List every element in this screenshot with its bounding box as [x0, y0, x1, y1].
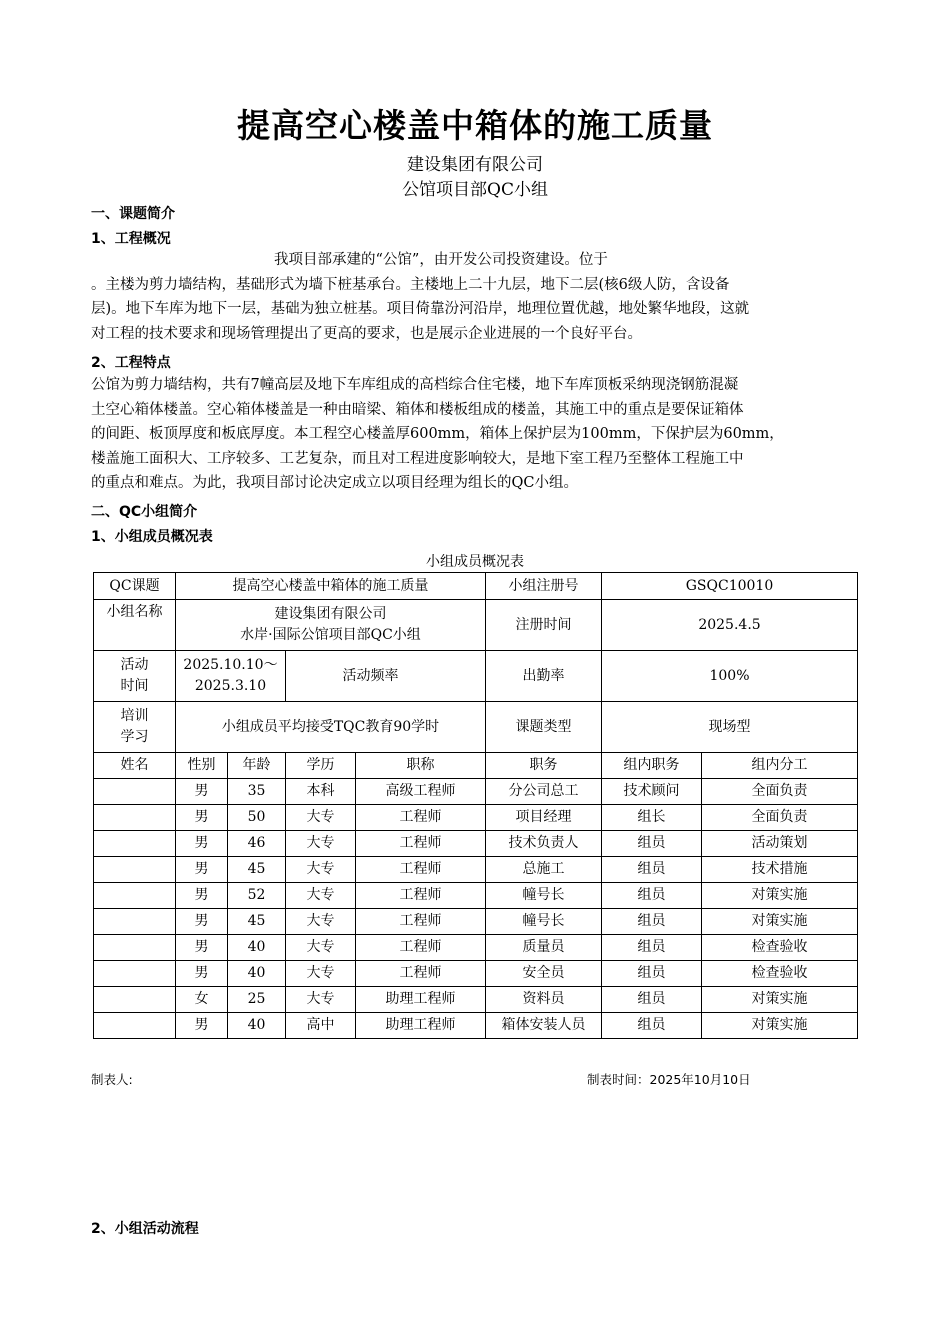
member-group-role: 组员: [602, 857, 702, 883]
member-title: 工程师: [356, 857, 486, 883]
company-name: 建设集团有限公司: [407, 155, 543, 175]
member-name: [94, 987, 176, 1013]
maker-label: 制表人:: [91, 1072, 133, 1087]
member-group-duty: 全面负责: [702, 805, 858, 831]
member-title: 工程师: [356, 831, 486, 857]
topic-type-value: 现场型: [602, 702, 858, 753]
table-row: [94, 987, 858, 1013]
reg-time-label: 注册时间: [486, 600, 602, 651]
overview-line: 我项目部承建的“公馆”，由开发公司投资建设。位于: [274, 252, 608, 268]
col-header: 组内职务: [602, 753, 702, 779]
section-heading-qc: 二、QC小组简介: [91, 504, 198, 520]
member-position: 分公司总工: [486, 779, 602, 805]
member-title: 工程师: [356, 935, 486, 961]
member-name: [94, 857, 176, 883]
member-position: 幢号长: [486, 909, 602, 935]
member-name: [94, 909, 176, 935]
member-position: 总施工: [486, 857, 602, 883]
member-name: [94, 961, 176, 987]
member-rows: [94, 779, 858, 1039]
member-position: 幢号长: [486, 883, 602, 909]
member-group-duty: 检查验收: [702, 961, 858, 987]
col-header: 性别: [176, 753, 228, 779]
topic-type-label: 课题类型: [486, 702, 602, 753]
table-row: [94, 909, 858, 935]
member-education: 大专: [286, 831, 356, 857]
member-age: 40: [228, 1013, 286, 1039]
member-position: 资料员: [486, 987, 602, 1013]
member-group-duty: 全面负责: [702, 779, 858, 805]
member-position: 项目经理: [486, 805, 602, 831]
member-gender: 男: [176, 831, 228, 857]
member-title: 工程师: [356, 961, 486, 987]
features-paragraph: [91, 373, 861, 496]
member-title: 高级工程师: [356, 779, 486, 805]
col-header: 职务: [486, 753, 602, 779]
training-value: 小组成员平均接受TQC教育90学时: [176, 702, 486, 753]
member-position: 质量员: [486, 935, 602, 961]
features-line: 的间距、板顶厚度和板底厚度。本工程空心楼盖厚600mm，箱体上保护层为100mm，下保护层为60mm，: [91, 426, 784, 442]
table-row: [94, 961, 858, 987]
member-education: 大专: [286, 857, 356, 883]
member-name: [94, 1013, 176, 1039]
overview-line: 。主楼为剪力墙结构，基础形式为墙下桩基承台。主楼地上二十九层，地下二层(核6级人防，含设备: [91, 276, 730, 293]
activity-time-label-line: 时间: [120, 678, 149, 694]
table-row: [94, 857, 858, 883]
overview-line: 对工程的技术要求和现场管理提出了更高的要求，也是展示企业进展的一个良好平台。: [91, 325, 642, 342]
member-age: 40: [228, 935, 286, 961]
group-name: 公馆项目部QC小组: [402, 180, 548, 200]
member-education: 高中: [286, 1013, 356, 1039]
member-group-duty: 对策实施: [702, 1013, 858, 1039]
section-heading-intro: 一、课题简介: [91, 206, 175, 222]
member-group-role: 组员: [602, 909, 702, 935]
member-group-role: 组员: [602, 987, 702, 1013]
member-group-duty: 对策实施: [702, 883, 858, 909]
member-group-role: 技术顾问: [602, 779, 702, 805]
col-header: 年龄: [228, 753, 286, 779]
member-group-duty: 对策实施: [702, 909, 858, 935]
member-gender: 男: [176, 961, 228, 987]
col-header: 组内分工: [702, 753, 858, 779]
member-group-role: 组员: [602, 831, 702, 857]
member-group-role: 组员: [602, 1013, 702, 1039]
member-position: 技术负责人: [486, 831, 602, 857]
member-name: [94, 831, 176, 857]
member-age: 45: [228, 909, 286, 935]
member-education: 大专: [286, 987, 356, 1013]
frequency-label: 活动频率: [286, 651, 486, 702]
member-group-role: 组员: [602, 961, 702, 987]
reg-time-value: 2025.4.5: [602, 600, 858, 651]
features-line: 的重点和难点。为此，我项目部讨论决定成立以项目经理为组长的QC小组。: [91, 475, 578, 491]
member-age: 46: [228, 831, 286, 857]
overview-line: 层)。地下车库为地下一层，基础为独立桩基。项目倚靠汾河沿岸，地理位置优越，地处繁华地段，这就: [91, 301, 750, 317]
qc-topic-value: 提高空心楼盖中箱体的施工质量: [176, 573, 486, 600]
member-position: 箱体安装人员: [486, 1013, 602, 1039]
member-gender: 男: [176, 935, 228, 961]
member-name: [94, 883, 176, 909]
features-line: 土空心箱体楼盖。空心箱体楼盖是一种由暗梁、箱体和楼板组成的楼盖，其施工中的重点是要保证箱体: [91, 401, 744, 418]
activity-time-start: 2025.10.10～: [183, 657, 278, 673]
member-title: 工程师: [356, 909, 486, 935]
attendance-value: 100%: [602, 651, 858, 702]
member-group-duty: 活动策划: [702, 831, 858, 857]
member-name: [94, 935, 176, 961]
col-header: 职称: [356, 753, 486, 779]
training-label-line: 培训: [120, 708, 149, 724]
subheading-member-table: 1、小组成员概况表: [91, 529, 213, 545]
col-header: 学历: [286, 753, 356, 779]
member-gender: 男: [176, 909, 228, 935]
attendance-label: 出勤率: [486, 651, 602, 702]
activity-time-value: [176, 651, 286, 702]
group-name-line: 水岸·国际公馆项目部QC小组: [240, 627, 421, 643]
table-row: [94, 883, 858, 909]
activity-time-label-line: 活动: [120, 657, 149, 673]
reg-no-value: GSQC10010: [602, 573, 858, 600]
member-table: [93, 572, 858, 1039]
member-group-duty: 检查验收: [702, 935, 858, 961]
member-education: 大专: [286, 935, 356, 961]
member-gender: 男: [176, 779, 228, 805]
member-group-role: 组长: [602, 805, 702, 831]
member-age: 50: [228, 805, 286, 831]
features-line: 公馆为剪力墙结构，共有7幢高层及地下车库组成的高档综合住宅楼，地下车库顶板采纳现浇钢筋混凝: [91, 377, 739, 393]
member-name: [94, 805, 176, 831]
member-gender: 男: [176, 1013, 228, 1039]
member-age: 25: [228, 987, 286, 1013]
activity-time-end: 2025.3.10: [194, 678, 267, 694]
member-education: 大专: [286, 961, 356, 987]
training-label: [94, 702, 176, 753]
table-caption: 小组成员概况表: [426, 554, 524, 570]
member-position: 安全员: [486, 961, 602, 987]
overview-paragraph: [91, 248, 861, 346]
member-name: [94, 779, 176, 805]
activity-time-label: [94, 651, 176, 702]
reg-no-label: 小组注册号: [486, 573, 602, 600]
member-title: 工程师: [356, 805, 486, 831]
member-education: 大专: [286, 909, 356, 935]
member-age: 52: [228, 883, 286, 909]
col-header: 姓名: [94, 753, 176, 779]
features-line: 楼盖施工面积大、工序较多、工艺复杂，而且对工程进度影响较大，是地下室工程乃至整体工程施工中: [91, 450, 744, 467]
member-group-duty: 技术措施: [702, 857, 858, 883]
group-name-label: 小组名称: [94, 600, 176, 651]
member-title: 助理工程师: [356, 987, 486, 1013]
table-row: [94, 831, 858, 857]
table-header-row: [94, 753, 858, 779]
group-name-line: 建设集团有限公司: [274, 606, 387, 622]
member-age: 35: [228, 779, 286, 805]
subheading-activity-flow: 2、小组活动流程: [91, 1221, 199, 1237]
table-row: [94, 805, 858, 831]
member-age: 45: [228, 857, 286, 883]
member-education: 本科: [286, 779, 356, 805]
make-time: 制表时间：2025年10月10日: [587, 1072, 751, 1087]
member-gender: 男: [176, 857, 228, 883]
member-group-role: 组员: [602, 883, 702, 909]
member-gender: 男: [176, 805, 228, 831]
member-education: 大专: [286, 883, 356, 909]
member-group-role: 组员: [602, 935, 702, 961]
member-gender: 女: [176, 987, 228, 1013]
member-group-duty: 对策实施: [702, 987, 858, 1013]
group-name-cell: [176, 600, 486, 651]
training-label-line: 学习: [120, 729, 149, 745]
member-gender: 男: [176, 883, 228, 909]
member-title: 助理工程师: [356, 1013, 486, 1039]
subheading-overview: 1、工程概况: [91, 231, 171, 247]
subheading-features: 2、工程特点: [91, 355, 171, 371]
qc-topic-label: QC课题: [94, 573, 176, 600]
table-row: [94, 779, 858, 805]
member-education: 大专: [286, 805, 356, 831]
table-row: [94, 935, 858, 961]
table-row: [94, 1013, 858, 1039]
member-title: 工程师: [356, 883, 486, 909]
member-age: 40: [228, 961, 286, 987]
document-title: 提高空心楼盖中箱体的施工质量: [237, 106, 713, 145]
